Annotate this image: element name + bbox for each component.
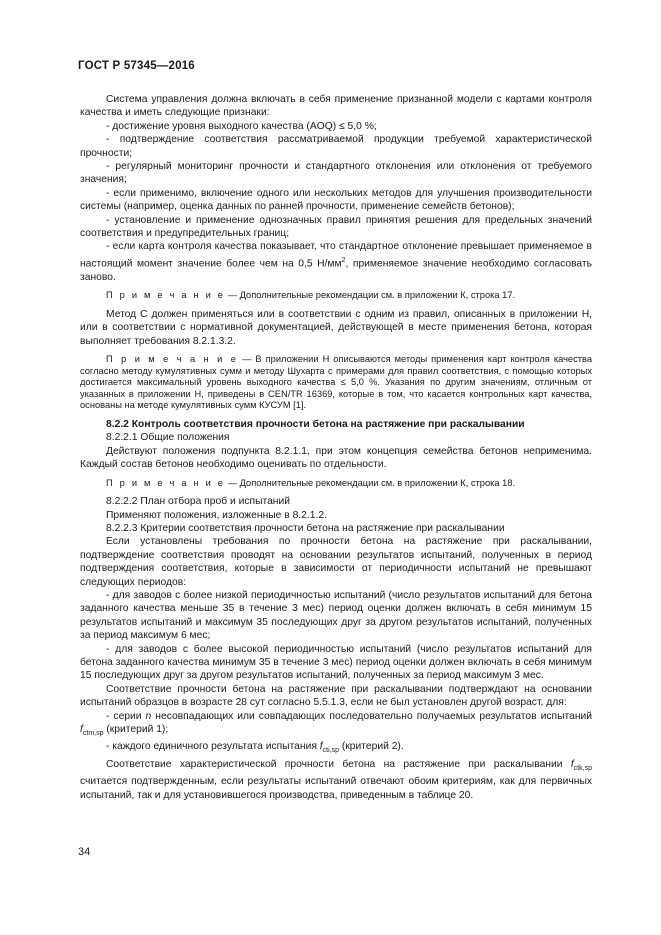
text-run: - каждого единичного результата испытания (106, 741, 320, 753)
text-run: (критерий 2). (339, 741, 404, 753)
text-run: , применяемое значение необходимо согласовать заново. (80, 258, 593, 283)
note-label: П р и м е ч а н и е (106, 290, 226, 301)
variable: n (145, 710, 152, 722)
page-number: 34 (78, 846, 91, 858)
note-text: — В приложении Н описываются методы применения карт контроля качества согласно методу кумулятивных сумм и методу Шухарта с примерами для правил соответствия, с помощью которых достигается максимальный уровень выходного качества ≤ 5,0 %. Указания по другим значениям, отличным от указанных в приложении Н, приведены в CEN/TR 16369, которые в том, что касается контрольных карт качества, основаны на методе кумулятивных сумм КУСУМ [1]. (80, 353, 592, 411)
list-item: - если применимо, включение одного или нескольких методов для улучшения производительности системы (например, оценка данных по ранней прочности, применение семейств бетонов); (80, 187, 592, 213)
note-text: — Дополнительные рекомендации см. в приложении К, строка 17. (225, 290, 516, 301)
subscript: cti,sp (322, 747, 339, 755)
section-heading: 8.2.2 Контроль соответствия прочности бетона на растяжение при раскалывании (106, 418, 525, 430)
note (80, 478, 592, 490)
text-run: - серии (106, 710, 146, 722)
paragraph: Применяют положения, изложенные в 8.2.1.2. (106, 509, 327, 521)
list-item (80, 740, 592, 757)
paragraph: Соответствие прочности бетона на растяжение при раскалывании подтверждают на основании испытаний образцов в возрасте 28 сут согласно 5.5.1.3, если не был установлен другой возраст, для: (80, 683, 592, 709)
list-item (80, 240, 592, 284)
list-item: - для заводов с более низкой периодичностью испытаний (число результатов испытаний для бетона заданного качества меньше 35 в течение 3 мес) период оценки должен включать в себя минимум 15 результатов испытаний и максимум 35 последующих друг за другом результатов испытаний, полученных за период максимум 6 мес; (80, 589, 592, 642)
text-run: считается подтвержденным, если результаты испытаний отвечают обоим критериям, как для первичных испытаний, так и для установившегося производства, приведенным в таблице 20. (80, 776, 592, 801)
note (80, 354, 592, 412)
text-run: - если карта контроля качества показывает, что стандартное отклонение превышает применяемое в настоящий момент значение более чем на 0,5 Н/мм (80, 241, 592, 270)
paragraph: Система управления должна включать в себя применение признанной модели с картами контроля качества и иметь следующие признаки: (80, 94, 592, 119)
list-item: - установление и применение однозначных правил принятия решения для предельных значений соответствия и предупредительных границ; (80, 214, 592, 240)
note (80, 290, 592, 302)
list-item: - подтверждение соответствия рассматриваемой продукции требуемой характеристической прочности; (80, 134, 592, 159)
paragraph (80, 758, 592, 802)
paragraph: Если установлены требования по прочности бетона на растяжение при раскалывании, подтверждение соответствия проводят на основании результатов испытаний, полученных в период подтверждения соответствия, которые в зависимости от периодичности испытаний не превышают следующих периодов: (80, 536, 592, 588)
variable: f (570, 758, 574, 770)
subsection-heading: 8.2.2.3 Критерии соответствия прочности бетона на растяжение при раскалывании (106, 522, 505, 534)
document-body (80, 93, 592, 802)
list-item: - для заводов с более высокой периодичностью испытаний (число результатов испытаний для бетона заданного качества минимум 35 в течение 3 мес) период оценки должен включать в себя минимум 15 последующих друг за другом результатов испытаний, полученных за период максимум 3 мес. (80, 643, 592, 682)
note-label: П р и м е ч а н и е (106, 353, 239, 364)
list-item: - регулярный мониторинг прочности и стандартного отклонения или отклонения от требуемого значения; (80, 161, 592, 186)
subscript: ctm,sp (82, 730, 104, 738)
paragraph: Метод С должен применяться или в соответствии с одним из правил, описанных в приложении Н, или в соответствии с нормативной документацией, действующей в месте применения бетона, которая выполняет требования 8.2.1.3.2. (80, 308, 592, 347)
document-header: ГОСТ Р 57345—2016 (78, 60, 195, 72)
list-item: - достижение уровня выходного качества (AOQ) ≤ 5,0 %; (106, 120, 377, 132)
list-item (80, 710, 592, 741)
subscript: ctk,sp (573, 764, 592, 772)
superscript: 2 (341, 256, 346, 264)
paragraph: Действуют положения подпункта 8.2.1.1, при этом концепция семейства бетонов неприменима. Каждый состав бетонов необходимо оценивать по отдельности. (80, 445, 592, 471)
subsection-heading: 8.2.2.2 План отбора проб и испытаний (106, 496, 290, 508)
variable: f (319, 741, 323, 753)
text-run: несовпадающих или совпадающих последовательно получаемых результатов испытаний (151, 710, 593, 722)
variable: f (80, 724, 83, 736)
subsection-heading: 8.2.2.1 Общие положения (106, 432, 230, 444)
note-text: — Дополнительные рекомендации см. в приложении К, строка 18. (225, 477, 516, 488)
note-label: П р и м е ч а н и е (106, 477, 226, 488)
text-run: Соответствие характеристической прочности бетона на растяжение при раскалывании (106, 758, 571, 770)
text-run: (критерий 1); (103, 724, 169, 736)
